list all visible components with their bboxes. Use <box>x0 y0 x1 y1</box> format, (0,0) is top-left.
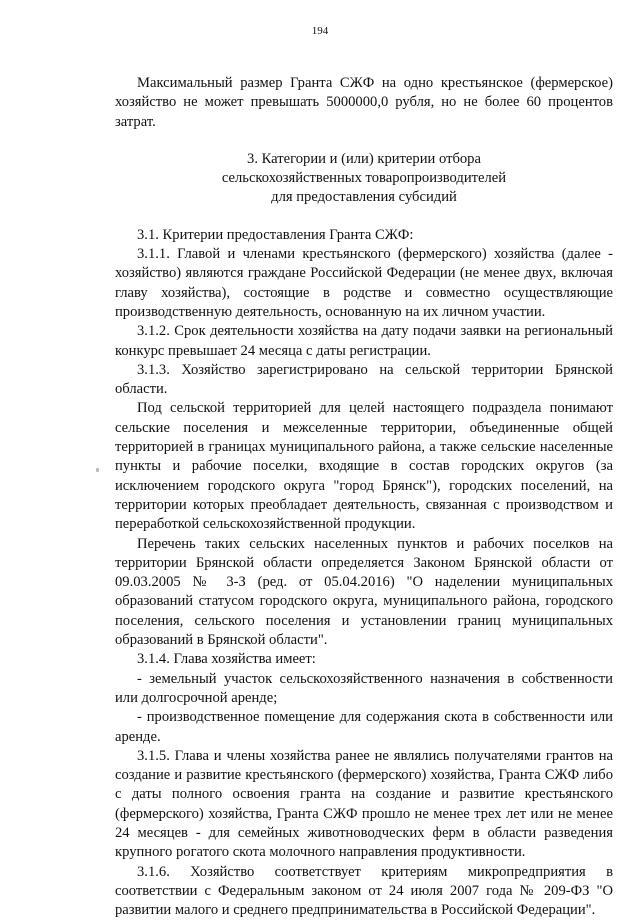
paragraph-3-1-5: 3.1.5. Глава и члены хозяйства ранее не являлись получателями грантов на создание и развитие крестьянского (фермерского) хозяйства, Гранта СЖФ либо с даты полного освоения гранта на создание и развитие крестьянского (фермерского) хозяйства, Гранта СЖФ прошло не менее трех лет или не менее 24 месяцев - для семейных животноводческих ферм в области разведения крупного рогатого скота молочного направления продуктивности. <box>115 747 613 861</box>
paragraph-3-1-6: 3.1.6. Хозяйство соответствует критериям микропредприятия в соответствии с Федеральным законом от 24 июля 2007 года № 209-ФЗ "О развитии малого и среднего предпринимательства в Российской Федерации". <box>115 863 613 919</box>
page-number: 194 <box>311 25 329 37</box>
paragraph-3-1-2: 3.1.2. Срок деятельности хозяйства на дату подачи заявки на региональный конкурс превышает 24 месяца с даты регистрации. <box>115 323 613 359</box>
list-item-land-plot: - земельный участок сельскохозяйственного назначения в собственности или долгосрочной аренде; <box>115 670 613 706</box>
section-heading <box>115 150 613 208</box>
document-body <box>115 74 613 920</box>
heading-line: сельскохозяйственных товаропроизводителей <box>221 170 507 187</box>
heading-line: для предоставления субсидий <box>271 189 457 206</box>
paragraph-3-1-1: 3.1.1. Главой и членами крестьянского (фермерского) хозяйства (далее - хозяйство) являются граждане Российской Федерации (не менее двух, включая главу хозяйства), состоящие в родстве и совместно осуществляющие производственную деятельность, основанную на их личном участии. <box>115 246 613 320</box>
heading-line: 3. Категории и (или) критерии отбора <box>247 150 481 167</box>
scan-speck <box>96 468 99 472</box>
paragraph-3-1: 3.1. Критерии предоставления Гранта СЖФ: <box>137 226 414 243</box>
paragraph-3-1-3: 3.1.3. Хозяйство зарегистрировано на сельской территории Брянской области. <box>115 361 613 398</box>
paragraph-rural-territory: Под сельской территорией для целей настоящего подраздела понимают сельские поселения и межселенные территории, объединенные общей территорией в границах муниципального района, а также сельские населенные пункты и рабочие поселки, входящие в состав городских округов (за исключением городского округа "город Брянск"), городских поселений, на территории которых преобладает деятельность, связанная с производством и переработкой сельскохозяйственной продукции. <box>115 400 613 533</box>
paragraph-3-1-4: 3.1.4. Глава хозяйства имеет: <box>137 651 316 668</box>
paragraph-settlement-list: Перечень таких сельских населенных пунктов и рабочих поселков на территории Брянской области определяется Законом Брянской области от 09.03.2005 № 3-З (ред. от 05.04.2016) "О наделении муниципальных образований статусом городского округа, муниципального района, городского поселения, сельского поселения и установлении границ муниципальных образований в Брянской области". <box>115 535 613 649</box>
list-item-premises: - производственное помещение для содержания скота в собственности или аренде. <box>115 709 613 745</box>
intro-paragraph: Максимальный размер Гранта СЖФ на одно крестьянское (фермерское) хозяйство не может превышать 5000000,0 рубля, но не более 60 процентов затрат. <box>115 75 613 130</box>
